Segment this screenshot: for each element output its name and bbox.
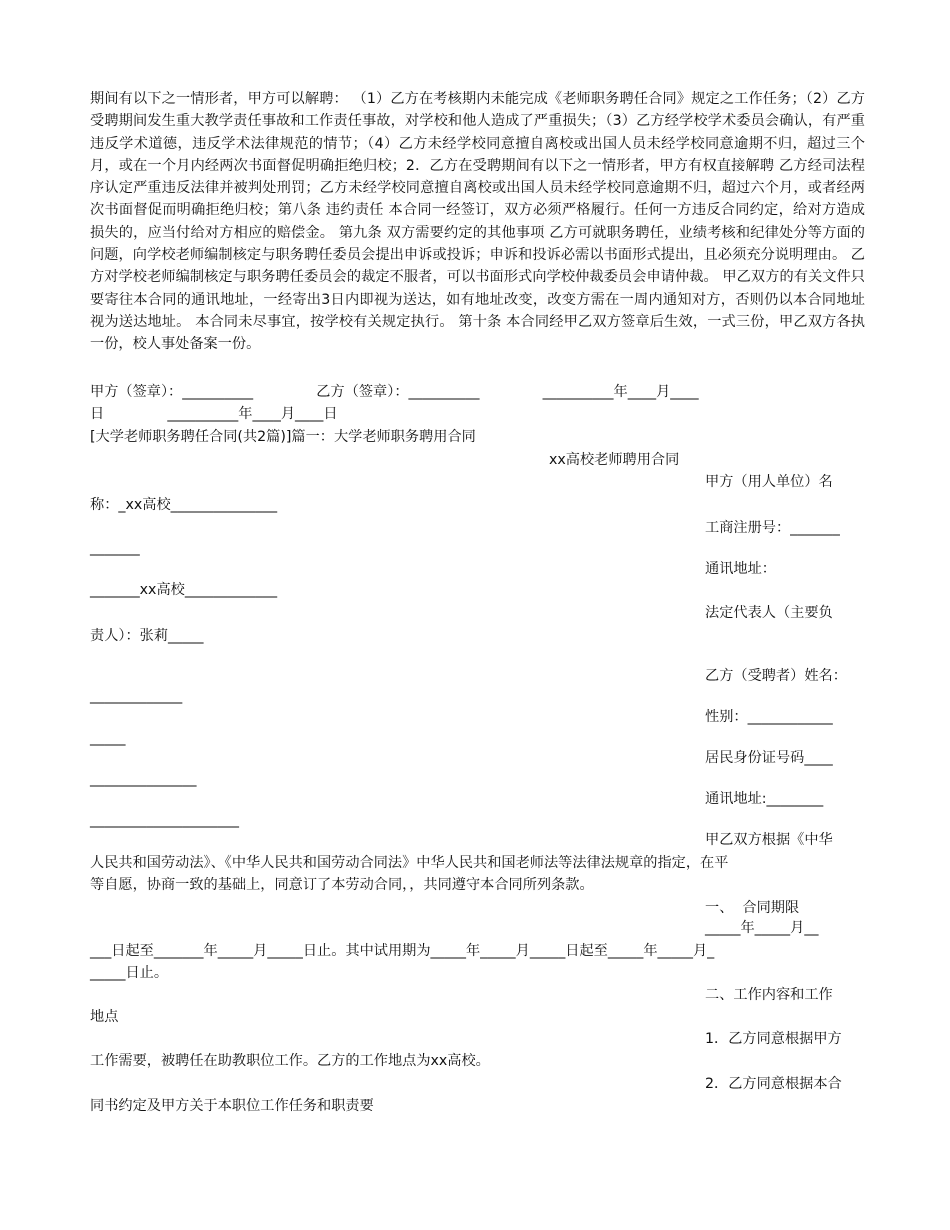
legal-basis-line-1: 人民共和国劳动法》、《中华人民共和国劳动合同法》中华人民共和国老师法等法律法规章的指定，在平 bbox=[90, 855, 729, 871]
signature-line: 甲方（签章）：__________ 乙方（签章）：__________ __________年____月____ bbox=[90, 384, 699, 400]
section-2-title-cont: 地点 bbox=[90, 1009, 119, 1025]
party-a-address-value: _______xx高校_____________ bbox=[90, 582, 278, 598]
contract-title: xx高校老师聘用合同 bbox=[549, 452, 680, 468]
gender-blank: _____ bbox=[90, 730, 126, 746]
id-number-label: 居民身份证号码____ bbox=[705, 750, 833, 766]
section-1-dates: _____年_____月__ bbox=[705, 920, 819, 936]
contract-term-line-1: ___日起至_______年_____月_____日止。其中试用期为_____年_____月_____日起至_____年_____月_ bbox=[90, 943, 715, 959]
party-b-label: 乙方（受聘者）姓名： bbox=[705, 668, 847, 684]
id-number-blank: _______________ bbox=[90, 771, 197, 787]
legal-basis-start: 甲乙双方根据《中华 bbox=[705, 832, 833, 848]
gender-label: 性别：____________ bbox=[705, 709, 833, 725]
legal-representative-value: 责人）：张莉_____ bbox=[90, 628, 204, 644]
item-2-cont: 同书约定及甲方关于本职位工作任务和职责要 bbox=[90, 1098, 374, 1114]
item-1-start: 1．乙方同意根据甲方 bbox=[705, 1031, 842, 1047]
collection-heading: [大学老师职务聘任合同(共2篇)]篇一：大学老师职务聘用合同 bbox=[90, 429, 476, 445]
legal-basis-line-2: 等自愿，协商一致的基础上，同意订了本劳动合同，，共同遵守本合同所列条款。 bbox=[90, 877, 594, 893]
legal-representative-label: 法定代表人（主要负 bbox=[705, 605, 833, 621]
registration-number-label: 工商注册号：_______ bbox=[705, 520, 840, 536]
party-b-address-blank: _____________________ bbox=[90, 812, 239, 828]
item-1-cont: 工作需要，被聘任在助教职位工作。乙方的工作地点为xx高校。 bbox=[90, 1053, 490, 1069]
registration-number-blank: _______ bbox=[90, 540, 140, 556]
party-a-label: 甲方（用人单位）名 bbox=[705, 474, 833, 490]
item-2-start: 2．乙方同意根据本合 bbox=[705, 1076, 842, 1092]
section-1-title: 一、 合同期限 bbox=[705, 900, 800, 916]
party-a-name: 称：_xx高校_______________ bbox=[90, 497, 278, 513]
party-b-name-blank: _____________ bbox=[90, 688, 183, 704]
continued-contract-paragraph: 期间有以下之一情形者，甲方可以解聘： （1）乙方在考核期内未能完成《老师职务聘任合同》规定之工作任务；（2）乙方受聘期间发生重大教学责任事故和工作责任事故，对学校和他人造成了严重损失；（3）乙方经学校学术委员会确认，有严重违反学术道德，违反学术法律规范的情节；（4）乙方未经学校同意擅自离校或出国人员未经学校同意逾期不归，超过三个月，或在一个月内经两次书面督促明确拒绝归校；2．乙方在受聘期间有以下之一情形者，甲方有权直接解聘 乙方经司法程序认定严重违反法律并被判处刑罚；乙方未经学校同意擅自离校或出国人员未经学校同意逾期不归，超过六个月，或者经两次书面督促而明确拒绝归校；第八条 违约责任 本合同一经签订，双方必须严格履行。任何一方违反合同约定，给对方造成损失的，应当付给对方相应的赔偿金。 第九条 双方需要约定的其他事项 乙方可就职务聘任，业绩考核和纪律处分等方面的问题，向学校老师编制核定与职务聘任委员会提出申诉或投诉；申诉和投诉必需以书面形式提出，且必须充分说明理由。 乙方对学校老师编制核定与职务聘任委员会的裁定不服者，可以书面形式向学校仲裁委员会申请仲裁。 甲乙双方的有关文件只要寄往本合同的通讯地址，一经寄出3日内即视为送达，如有地址改变，改变方需在一周内通知对方，否则仍以本合同地址视为送达地址。 本合同未尽事宜，按学校有关规定执行。 第十条 本合同经甲乙双方签章后生效，一式三份，甲乙双方各执一份，校人事处备案一份。 bbox=[90, 91, 865, 353]
contract-term-line-2: _____日止。 bbox=[90, 965, 169, 981]
party-b-address-label: 通讯地址:________ bbox=[705, 791, 824, 807]
party-a-address-label: 通讯地址： bbox=[705, 561, 776, 577]
section-2-title: 二、工作内容和工作 bbox=[705, 987, 833, 1003]
signature-date-line: 日 __________年____月____日 bbox=[90, 406, 338, 422]
